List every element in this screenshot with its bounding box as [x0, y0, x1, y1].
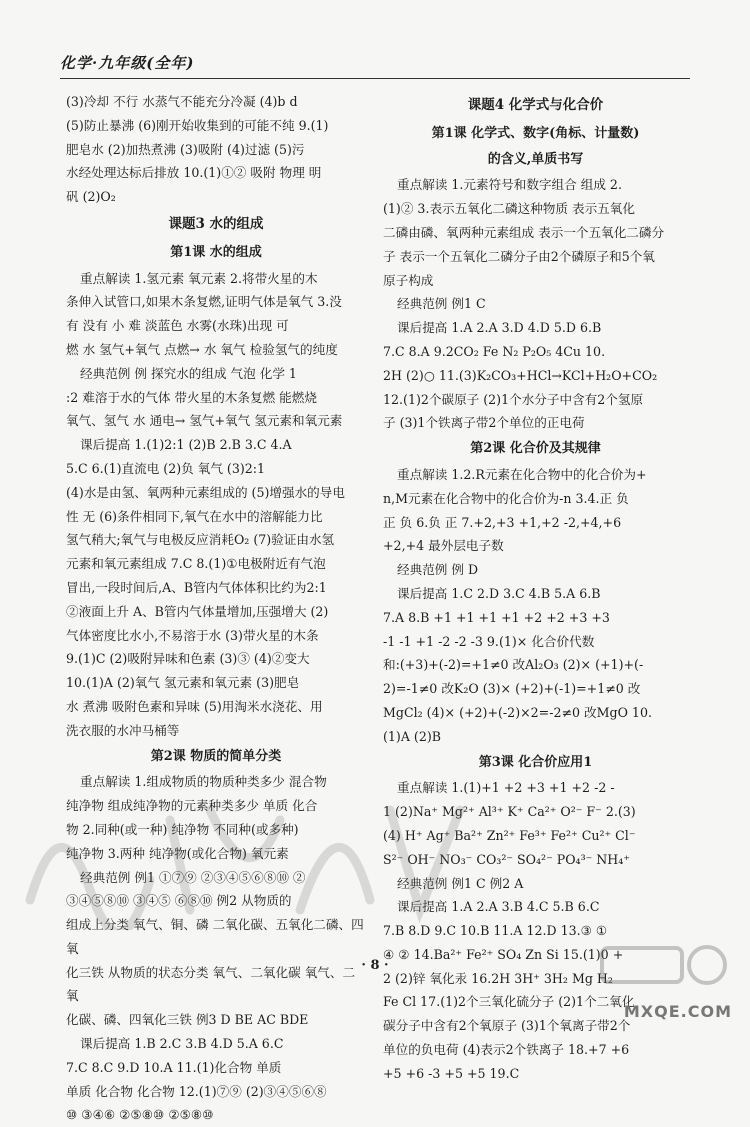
answer-line: 7.B 8.D 9.C 10.B 11.A 12.D 13.③ ①	[383, 923, 608, 939]
answer-line: 二磷由磷、氧两种元素组成 表示一个五氧化二磷分	[383, 224, 665, 240]
answer-line: -1 -1 +1 -2 -2 -3 9.(1)× 化合价代数	[383, 633, 595, 649]
answer-line: 组成上分类 氧气、铜、磷 二氧化碳、五氧化二磷、四氧	[66, 917, 364, 956]
answer-line: (4)水是由氢、氧两种元素组成的 (5)增强水的导电	[66, 484, 345, 500]
answer-line: 7.A 8.B +1 +1 +1 +1 +2 +2 +3 +3	[383, 609, 610, 625]
page-header-title: 化学·九年级(全年)	[60, 54, 195, 72]
lesson-heading: 的含义,单质书写	[487, 151, 584, 167]
section-heading: 课题4 化学式与化合价	[467, 97, 604, 113]
header-divider	[60, 78, 690, 79]
answer-line: 课后提高 1.A 2.A 3.B 4.C 5.B 6.C	[397, 899, 600, 915]
answer-line: (1)② 3.表示五氧化二磷这种物质 表示五氧化	[383, 201, 635, 217]
answer-line: 2)=-1≠0 改K₂O (3)× (+2)+(-1)=+1≠0 改	[383, 681, 641, 697]
answer-line: 7.C 8.C 9.D 10.A 11.(1)化合物 单质	[66, 1059, 282, 1075]
answer-line: 单质 化合物 化合物 12.(1)⑦⑨ (2)③④⑤⑥⑧	[66, 1083, 327, 1099]
answer-line: 性 无 (6)条件相同下,氧气在水中的溶解能力比	[66, 508, 323, 524]
answer-line: 物 2.同种(或一种) 纯净物 不同种(或多种)	[66, 821, 299, 837]
answer-line: 水经处理达标后排放 10.(1)①② 吸附 物理 明	[66, 165, 322, 181]
answer-line: 课后提高 1.B 2.C 3.B 4.D 5.A 6.C	[80, 1036, 284, 1052]
lesson-heading: 第2课 化合价及其规律	[470, 441, 601, 457]
answer-line: Fe Cl 17.(1)2个三氧化硫分子 (2)1个二氧化	[383, 994, 635, 1010]
answer-line: 和:(+3)+(-2)=+1≠0 改Al₂O₃ (2)× (+1)+(-	[383, 657, 644, 673]
answer-line: 氧气、氢气 水 通电→ 氢气+氧气 氢元素和氧元素	[66, 413, 343, 429]
answer-line: 课后提高 1.C 2.D 3.C 4.B 5.A 6.B	[397, 585, 601, 601]
answer-line: 化碳、磷、四氧化三铁 例3 D BE AC BDE	[66, 1012, 309, 1028]
answer-line: 子 表示一个五氧化二磷分子由2个磷原子和5个氧	[383, 248, 655, 264]
answer-line: MgCl₂ (4)× (+2)+(-2)×2=-2≠0 改MgO 10.	[383, 704, 652, 720]
answer-line: 燃 水 氢气+氧气 点燃→ 水 氧气 检验氢气的纯度	[66, 341, 338, 357]
answer-line: 1 (2)Na⁺ Mg²⁺ Al³⁺ K⁺ Ca²⁺ O²⁻ F⁻ 2.(3)	[383, 804, 636, 820]
answer-line: 重点解读 1.氢元素 氧元素 2.将带火星的木	[80, 270, 318, 286]
answer-line: 碳分子中含有2个氧原子 (3)1个氧离子带2个	[383, 1018, 631, 1034]
lesson-heading: 第3课 化合价应用1	[478, 754, 593, 770]
answer-line: 经典范例 例1 C	[397, 296, 486, 312]
answer-line: 肥皂水 (2)加热煮沸 (3)吸附 (4)过滤 (5)污	[66, 141, 305, 157]
answer-line: 水 煮沸 吸附色素和异味 (5)用淘米水浇花、用	[66, 698, 323, 714]
answer-line: 气体密度比水小,不易溶于水 (3)带火星的木条	[66, 627, 319, 643]
lesson-heading: 第1课 化学式、数字(角标、计量数)	[431, 125, 640, 141]
answer-line: 经典范例 例1 C 例2 A	[397, 875, 524, 891]
answer-line: 经典范例 例1 ①⑦⑨ ②③④⑤⑥⑧⑩ ②	[80, 869, 306, 885]
answer-line: 正 负 6.负 正 7.+2,+3 +1,+2 -2,+4,+6	[383, 514, 622, 530]
answer-line: 重点解读 1.2.R元素在化合物中的化合价为+	[397, 466, 647, 482]
answer-line: 元素和氧元素组成 7.C 8.(1)①电极附近有气泡	[66, 556, 326, 572]
answer-line: 洗衣服的水冲马桶等	[66, 722, 180, 738]
answer-line: S²⁻ OH⁻ NO₃⁻ CO₃²⁻ SO₄²⁻ PO₄³⁻ NH₄⁺	[383, 851, 630, 867]
answer-line: +2,+4 最外层电子数	[383, 538, 504, 554]
answer-line: 9.(1)C (2)吸附异味和色素 (3)③ (4)②变大	[66, 651, 310, 667]
answer-line: 纯净物 组成纯净物的元素种类多少 单质 化合	[66, 798, 318, 814]
answer-line: 化三铁 从物质的状态分类 氧气、二氧化碳 氧气、二氧	[66, 964, 356, 1004]
answer-line: 氢气稍大;氧气与电极反应消耗O₂ (7)验证由水氢	[66, 532, 335, 548]
answer-line: ②液面上升 A、B管内气体量增加,压强增大 (2)	[66, 603, 329, 619]
answer-line: 冒出,一段时间后,A、B管内气体体积比约为2:1	[66, 579, 327, 595]
answer-line: 12.(1)2个碳原子 (2)1个水分子中含有2个氢原	[383, 391, 644, 407]
answer-line: 重点解读 1.组成物质的物质种类多少 混合物	[80, 774, 327, 790]
answer-line: 矾 (2)O₂	[66, 189, 116, 205]
answer-line: n,M元素在化合物中的化合价为-n 3.4.正 负	[383, 490, 629, 506]
answer-line: 7.C 8.A 9.2CO₂ Fe N₂ P₂O₅ 4Cu 10.	[383, 343, 606, 359]
answer-line: 10.(1)A (2)氧气 氢元素和氧元素 (3)肥皂	[66, 675, 300, 691]
answer-line: 重点解读 1.(1)+1 +2 +3 +1 +2 -2 -	[397, 780, 615, 796]
answer-line: (4) H⁺ Ag⁺ Ba²⁺ Zn²⁺ Fe³⁺ Fe²⁺ Cu²⁺ Cl⁻	[383, 827, 636, 843]
page-number: · 8 ·	[361, 958, 389, 973]
answer-line: 条伸入试管口,如果木条复燃,证明气体是氧气 3.没	[66, 294, 342, 310]
answer-line: 纯净物 3.两种 纯净物(或化合物) 氧元素	[66, 845, 289, 861]
answer-line: 经典范例 例 探究水的组成 气泡 化学 1	[80, 365, 297, 381]
answer-line: 子 (3)1个铁离子带2个单位的正电荷	[383, 415, 585, 431]
answer-line: ④ ② 14.Ba²⁺ Fe²⁺ SO₄ Zn Si 15.(1)0 +	[383, 946, 624, 962]
answer-line: 5.C 6.(1)直流电 (2)负 氧气 (3)2:1	[66, 460, 266, 476]
answer-line: 2 (2)锌 氧化汞 16.2H 3H⁺ 3H₂ Mg H₂	[383, 970, 613, 986]
answer-line: 课后提高 1.A 2.A 3.D 4.D 5.D 6.B	[397, 320, 602, 336]
right-answer-column	[383, 90, 688, 1086]
answer-line: (3)冷却 不行 水蒸气不能充分冷凝 (4)b d	[66, 94, 298, 109]
lesson-heading: 第2课 物质的简单分类	[150, 748, 282, 764]
answer-line: 有 没有 小 难 淡蓝色 水雾(水珠)出现 可	[66, 318, 289, 334]
answer-line: ⑩ ③④⑥ ②⑤⑧⑩ ②⑤⑧⑩	[66, 1107, 214, 1123]
answer-line: 原子构成	[383, 272, 434, 288]
answer-line: (5)防止暴沸 (6)刚开始收集到的可能不纯 9.(1)	[66, 117, 329, 133]
answer-line: (1)A (2)B	[383, 728, 442, 744]
answer-line: 2H (2)○ 11.(3)K₂CO₃+HCl→KCl+H₂O+CO₂	[383, 367, 658, 383]
section-heading: 课题3 水的组成	[168, 215, 264, 232]
answer-line: 经典范例 例 D	[397, 562, 479, 578]
answer-line: +5 +6 -3 +5 +5 19.C	[383, 1065, 520, 1081]
answer-line: :2 难溶于水的气体 带火星的木条复燃 能燃烧	[66, 389, 317, 405]
answer-line: 重点解读 1.元素符号和数字组合 组成 2.	[397, 177, 622, 193]
site-logo-text: MXQE.COM	[623, 1002, 732, 1021]
answer-line: 单位的负电荷 (4)表示2个铁离子 18.+7 +6	[383, 1042, 630, 1058]
lesson-heading: 第1课 水的组成	[170, 244, 262, 260]
answer-line: ③④⑤⑧⑩ ③④⑤ ⑥⑧⑩ 例2 从物质的	[66, 893, 292, 909]
answer-line: 课后提高 1.(1)2:1 (2)B 2.B 3.C 4.A	[80, 437, 292, 453]
